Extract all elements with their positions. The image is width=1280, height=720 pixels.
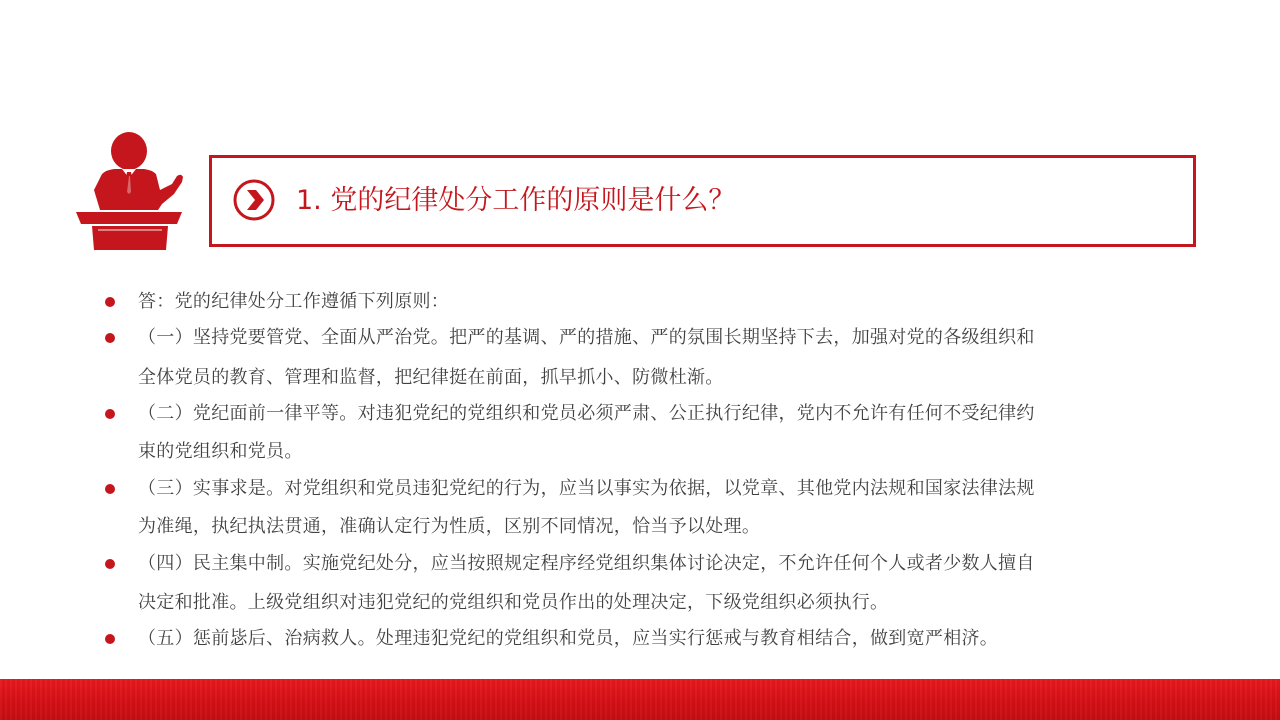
bullet-dot: [105, 297, 115, 307]
principle-2-line-1: （二）党纪面前一律平等。对违犯党纪的党组织和党员必须严肃、公正执行纪律，党内不允许有任何不受纪律约: [138, 403, 1035, 424]
answer-intro-line: 答：党的纪律处分工作遵循下列原则：: [138, 291, 450, 312]
principle-1-line-1: （一）坚持党要管党、全面从严治党。把严的基调、严的措施、严的氛围长期坚持下去，加强对党的各级组织和: [138, 327, 1035, 348]
principle-4-line-1: （四）民主集中制。实施党纪处分，应当按照规定程序经党组织集体讨论决定，不允许任何个人或者少数人擅自: [138, 553, 1035, 574]
principle-3-line-2: 为准绳，执纪执法贯通，准确认定行为性质，区别不同情况，恰当予以处理。: [138, 516, 761, 537]
bullet-dot: [105, 409, 115, 419]
principle-4-line-2: 决定和批准。上级党组织对违犯党纪的党组织和党员作出的处理决定，下级党组织必须执行。: [138, 592, 889, 613]
principle-1-line-2: 全体党员的教育、管理和监督，把纪律挺在前面，抓早抓小、防微杜渐。: [138, 367, 724, 388]
bullet-dot: [105, 333, 115, 343]
bottom-decorative-bar: [0, 679, 1280, 720]
bullet-dot: [105, 559, 115, 569]
question-title: 1. 党的纪律处分工作的原则是什么？: [296, 185, 736, 216]
bullet-dot: [105, 484, 115, 494]
principle-3-line-1: （三）实事求是。对党组织和党员违犯党纪的行为，应当以事实为依据，以党章、其他党内法规和国家法律法规: [138, 478, 1035, 499]
bullet-dot: [105, 634, 115, 644]
principle-2-line-2: 束的党组织和党员。: [138, 441, 303, 462]
principle-5-line-1: （五）惩前毖后、治病救人。处理违犯党纪的党组织和党员，应当实行惩戒与教育相结合，做到宽严相济。: [138, 628, 999, 649]
